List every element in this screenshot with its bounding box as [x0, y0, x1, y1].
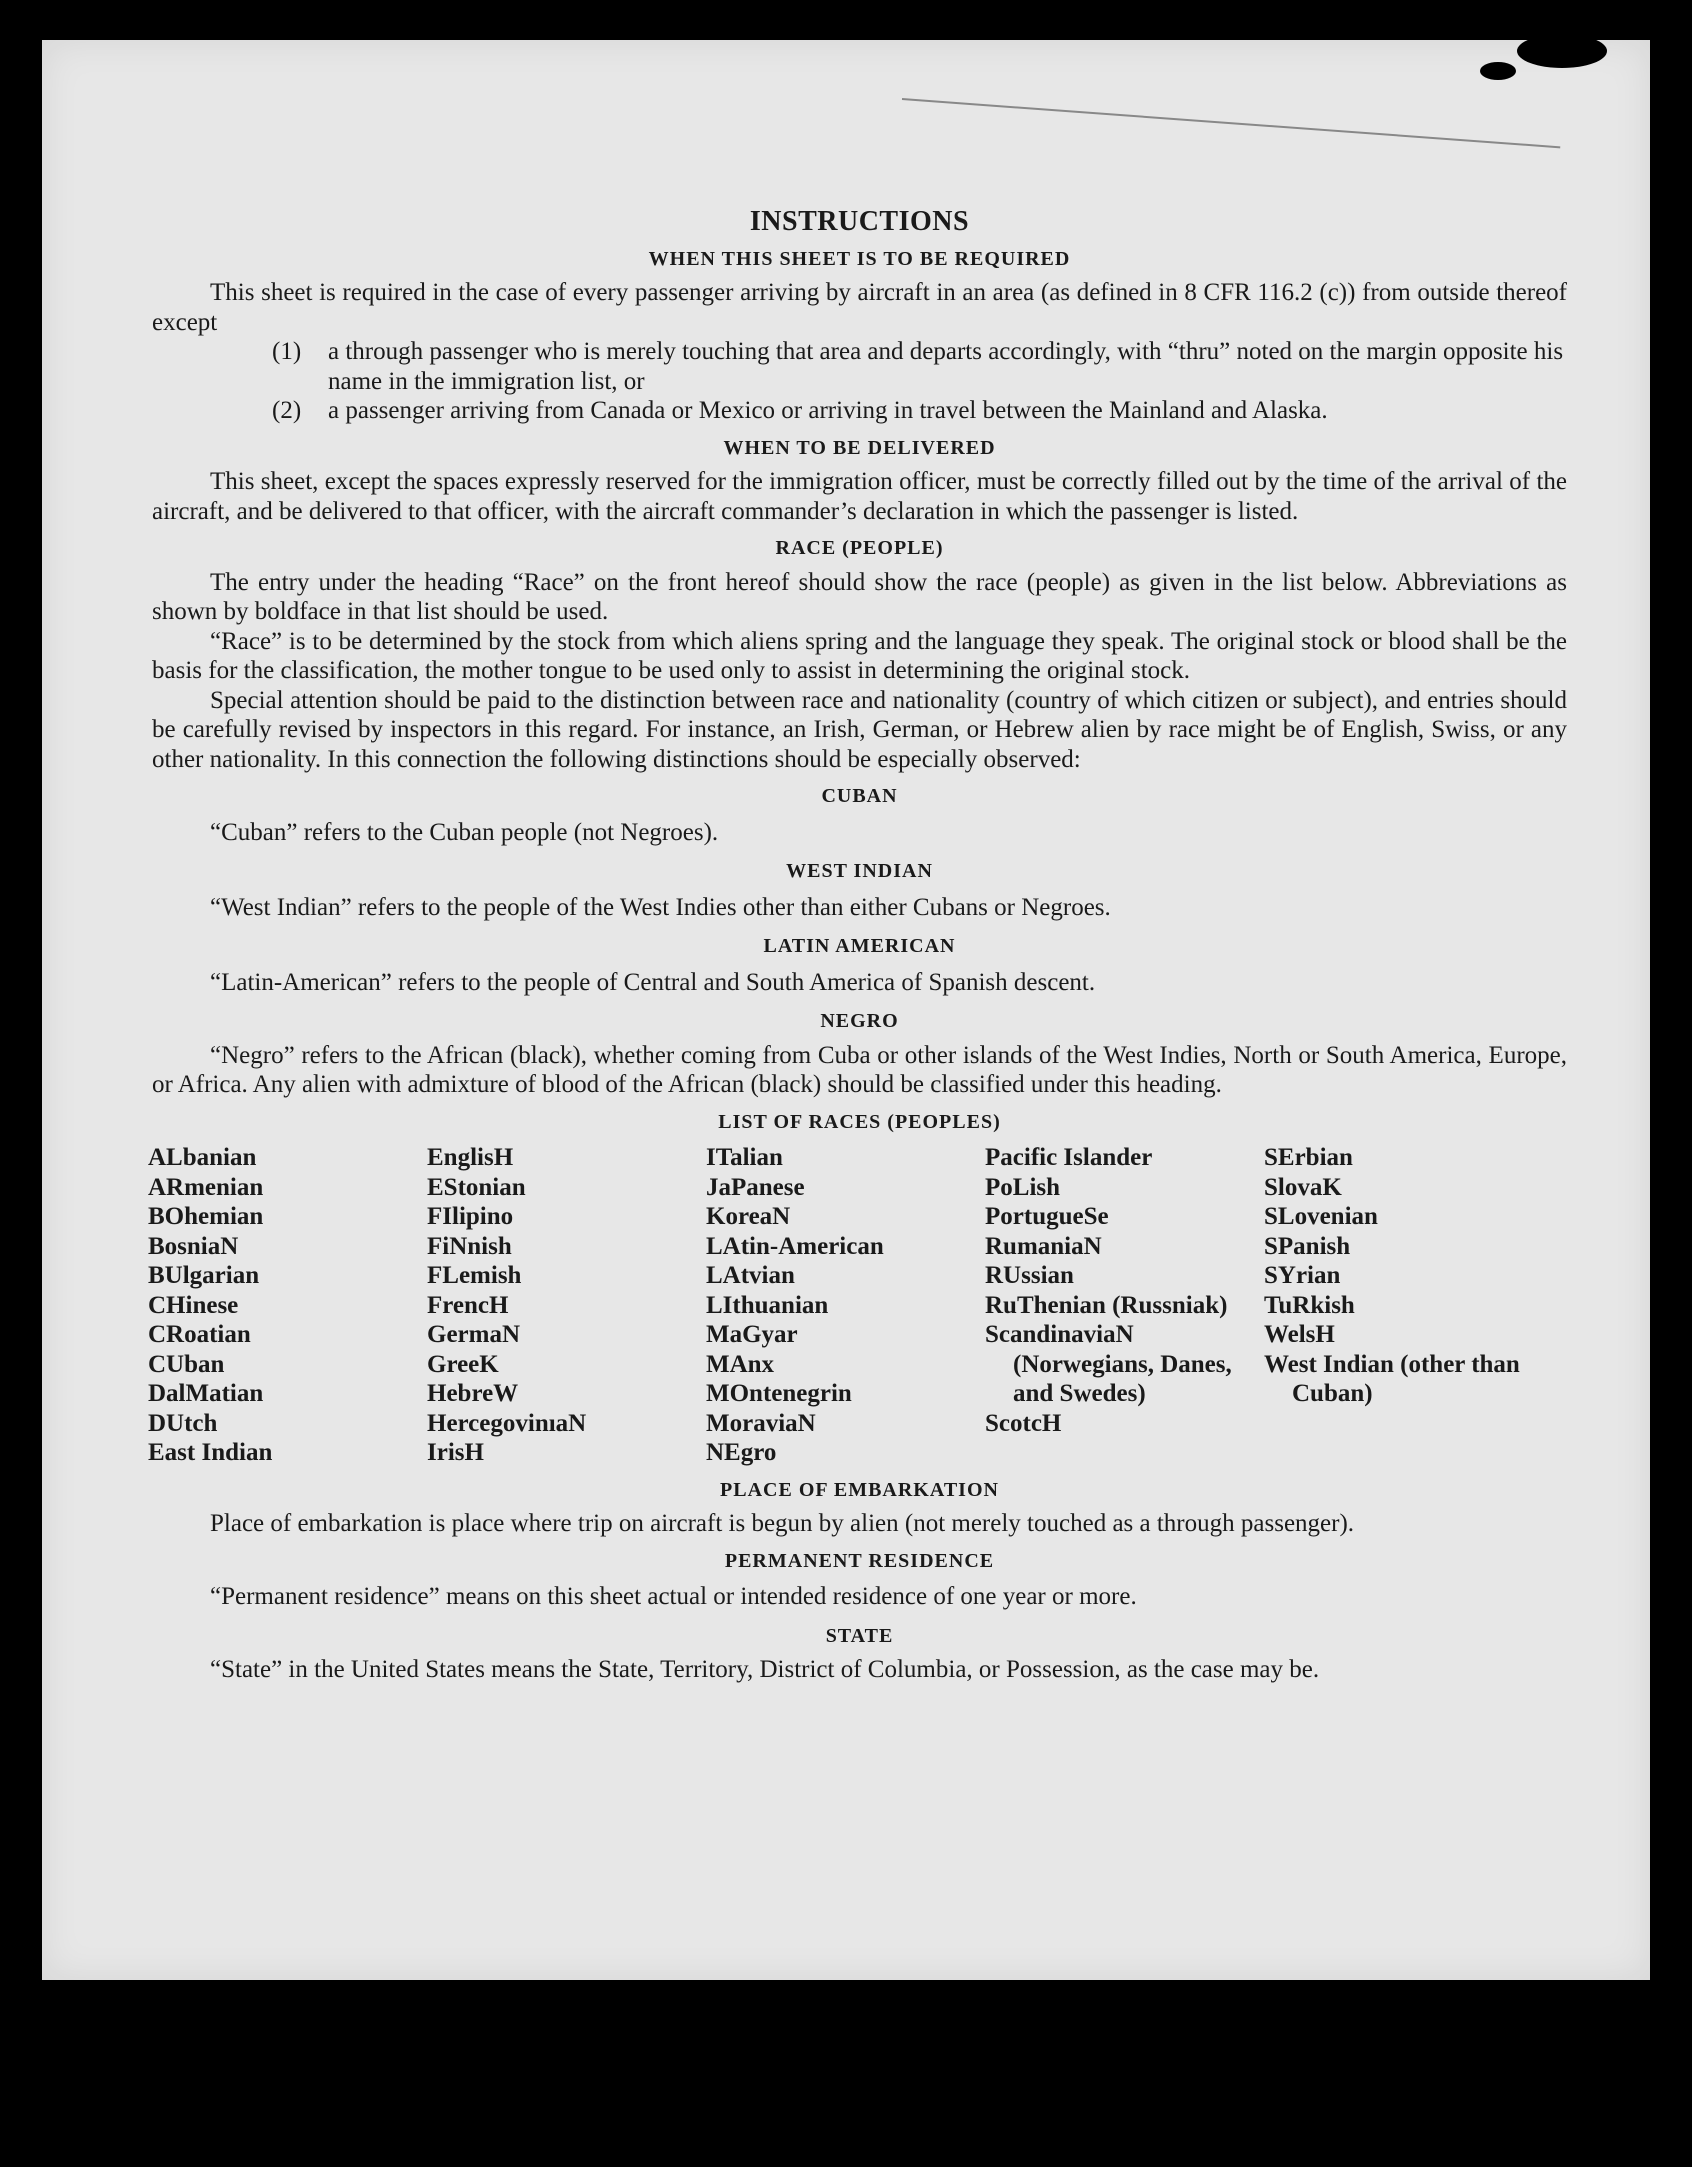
race-entry: MaGyar	[706, 1321, 798, 1348]
races-column	[427, 1143, 706, 1468]
exception-number: (2)	[272, 397, 302, 424]
race-entry: RuThenian (Russniak)	[985, 1291, 1228, 1319]
race-entry: BUlgarian	[148, 1262, 260, 1289]
negro-text: “Negro” refers to the African (black), whether coming from Cuba or other islands of the West Indies, North or South America, Europe, or Africa. Any alien with admixture of blood of the African (black) should be classified under this heading.	[152, 1041, 1567, 1098]
race-entry: EStonian	[427, 1173, 526, 1201]
race-entry: RumaniaN	[985, 1232, 1102, 1260]
heading-negro: NEGRO	[820, 1010, 899, 1032]
heading-cuban: CUBAN	[821, 785, 898, 807]
race-entry: DalMatian	[148, 1380, 264, 1407]
race-entry: DUtch	[148, 1409, 218, 1437]
heading-when-required: WHEN THIS SHEET IS TO BE REQUIRED	[648, 247, 1071, 270]
west-indian-text: “West Indian” refers to the people of the West Indies other than either Cubans or Negroes.	[210, 893, 1111, 921]
race-entry: FIlipino	[427, 1203, 514, 1230]
race-entry: Pacific Islander	[985, 1144, 1153, 1171]
race-entry: RUssian	[985, 1262, 1074, 1289]
cuban-text: “Cuban” refers to the Cuban people (not Negroes).	[210, 818, 719, 846]
when-delivered-text: This sheet, except the spaces expressly reserved for the immigration officer, must be correctly filled out by the time of the arrival of the aircraft, and be delivered to that officer, with the aircraft commander’s declaration in which the passenger is listed.	[152, 468, 1567, 525]
race-entry: MoraviaN	[706, 1409, 816, 1437]
race-entry: LAtin-American	[706, 1232, 884, 1260]
race-entry: SErbian	[1264, 1144, 1353, 1171]
race-entry: ARmenian	[148, 1173, 264, 1201]
race-entry: ALbanian	[148, 1144, 257, 1171]
races-column	[985, 1143, 1264, 1468]
latin-american-text: “Latin-American” refers to the people of Central and South America of Spanish descent.	[210, 968, 1096, 996]
race-entry: LIthuanian	[706, 1291, 829, 1319]
race-entry: NEgro	[706, 1439, 777, 1466]
document-body	[148, 165, 1567, 1685]
races-list	[148, 1143, 1543, 1468]
race-entry: HercegovinıaN	[427, 1409, 587, 1437]
heading-state: STATE	[825, 1624, 894, 1647]
race-entry: EnglisH	[427, 1144, 514, 1171]
state-text: “State” in the United States means the State, Territory, District of Columbia, or Possession, as the case may be.	[210, 1656, 1320, 1683]
exception-number: (1)	[272, 338, 302, 365]
race-entry: BosniaN	[148, 1232, 239, 1260]
when-required-intro: This sheet is required in the case of every passenger arriving by aircraft in an area (as defined in 8 CFR 116.2 (c)) from outside thereof except	[152, 279, 1567, 336]
race-entry: SlovaK	[1264, 1173, 1342, 1201]
races-column	[148, 1143, 427, 1468]
race-entry: CHinese	[148, 1291, 239, 1319]
race-entry: BOhemian	[148, 1203, 264, 1230]
race-entry: WelsH	[1264, 1321, 1335, 1348]
race-paragraph: “Race” is to be determined by the stock from which aliens spring and the language they speak. The original stock or blood shall be the basis for the classification, the mother tongue to be used only to assist in determining the original stock.	[152, 627, 1567, 684]
races-column	[706, 1143, 985, 1468]
race-entry: FrencH	[427, 1291, 509, 1319]
race-entry: MAnx	[706, 1350, 775, 1378]
exception-text: a through passenger who is merely touching that area and departs accordingly, with “thru” noted on the margin opposite his name in the immigration list, or	[328, 338, 1564, 395]
race-entry: GermaN	[427, 1321, 521, 1348]
race-entry: ScotcH	[985, 1409, 1062, 1437]
heading-west-indian: WEST INDIAN	[786, 860, 933, 882]
residence-text: “Permanent residence” means on this sheet actual or intended residence of one year or more.	[210, 1583, 1137, 1610]
exception-text: a passenger arriving from Canada or Mexico or arriving in travel between the Mainland and Alaska.	[328, 397, 1328, 424]
torn-edge-mark	[1480, 62, 1516, 80]
exception-item	[272, 396, 1567, 426]
race-entry: ScandinaviaN (Norwegians, Danes, and Swedes)	[985, 1321, 1232, 1407]
heading-race: RACE (PEOPLE)	[775, 537, 944, 559]
races-column	[1264, 1143, 1543, 1468]
race-entry: FLemish	[427, 1262, 522, 1289]
race-entry: West Indian (other than Cuban)	[1264, 1350, 1520, 1407]
exception-item	[272, 337, 1567, 396]
race-entry: KoreaN	[706, 1203, 791, 1230]
race-entry: CRoatian	[148, 1321, 251, 1348]
race-paragraph: Special attention should be paid to the distinction between race and nationality (country of which citizen or subject), and entries should be carefully revised by inspectors in this regard. For instance, an Irish, German, or Hebrew alien by race might be of English, Swiss, or any other nationality. In this connection the following distinctions should be especially observed:	[152, 686, 1567, 773]
paper-fold-line	[902, 98, 1560, 148]
race-entry: JaPanese	[706, 1173, 805, 1201]
race-entry: MOntenegrin	[706, 1380, 852, 1407]
race-paragraph: The entry under the heading “Race” on the front hereof should show the race (people) as given in the list below. Abbreviations as shown by boldface in that list should be used.	[152, 568, 1567, 625]
race-entry: SYrian	[1264, 1262, 1341, 1289]
race-entry: PortugueSe	[985, 1203, 1109, 1230]
race-entry: ITalian	[706, 1144, 783, 1171]
race-entry: GreeK	[427, 1350, 499, 1378]
race-entry: SLovenian	[1264, 1203, 1378, 1230]
heading-permanent-residence: PERMANENT RESIDENCE	[724, 1549, 995, 1572]
race-entry: East Indian	[148, 1439, 273, 1466]
race-entry: FiNnish	[427, 1232, 512, 1260]
heading-list-of-races: LIST OF RACES (PEOPLES)	[718, 1110, 1001, 1133]
heading-latin-american: LATIN AMERICAN	[763, 935, 956, 957]
race-entry: PoLish	[985, 1173, 1061, 1201]
race-entry: IrisH	[427, 1439, 484, 1466]
document-title: INSTRUCTIONS	[749, 206, 970, 237]
race-entry: LAtvian	[706, 1262, 795, 1289]
torn-corner-mark	[1517, 34, 1607, 68]
race-entry: SPanish	[1264, 1232, 1351, 1260]
race-entry: HebreW	[427, 1380, 519, 1407]
heading-place-of-embarkation: PLACE OF EMBARKATION	[720, 1478, 999, 1501]
race-entry: TuRkish	[1264, 1291, 1355, 1319]
embarkation-text: Place of embarkation is place where trip on aircraft is begun by alien (not merely touched as a through passenger).	[210, 1510, 1355, 1537]
race-entry: CUban	[148, 1350, 225, 1378]
heading-when-delivered: WHEN TO BE DELIVERED	[723, 436, 996, 459]
document-sheet	[42, 40, 1650, 1980]
